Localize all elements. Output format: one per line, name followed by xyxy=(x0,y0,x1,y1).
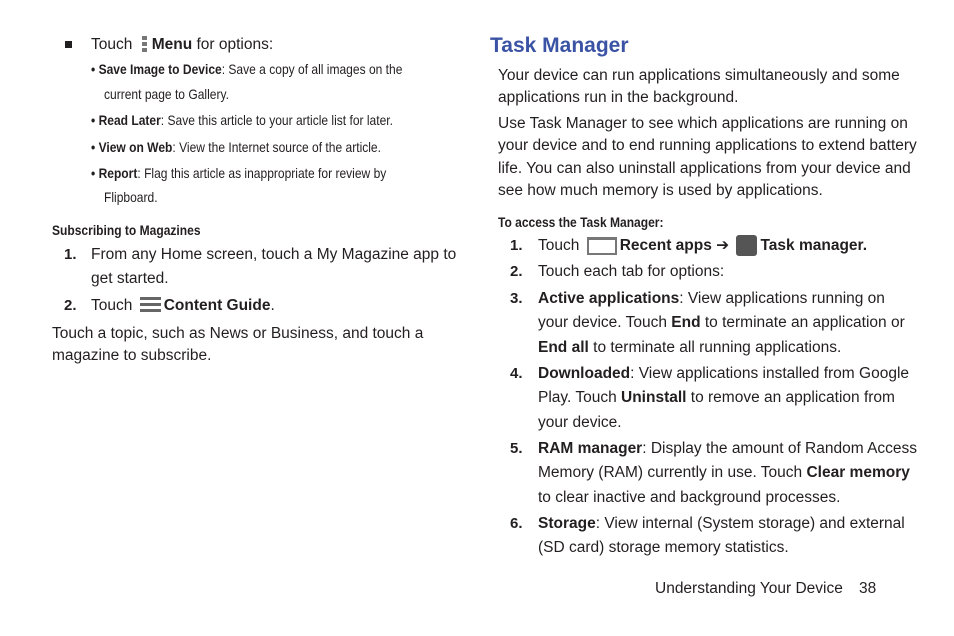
r-step-4-line1: Downloaded: View applications installed from Google xyxy=(538,365,910,382)
page-title: Task Manager xyxy=(490,34,629,57)
bullet-view-on-web: • View on Web: View the Internet source of the article. xyxy=(91,139,381,155)
r-step-6-line1: Storage: View internal (System storage) and external xyxy=(538,515,905,532)
list-icon xyxy=(140,297,161,315)
menu-icon xyxy=(142,36,147,54)
r-step-3-line1: Active applications: View applications running on xyxy=(538,290,885,307)
bullet-report: • Report: Flag this article as inappropriate for review by xyxy=(91,165,387,181)
r-step-5-line3: to clear inactive and background processes. xyxy=(538,489,841,506)
r-step-3-line3: End all to terminate all running applications. xyxy=(538,339,842,356)
para2-line2: your device and to end running applications to extend battery xyxy=(498,137,917,154)
r-step-6-line2: (SD card) storage memory statistics. xyxy=(538,539,789,556)
step-2-number: 2. xyxy=(64,297,77,314)
r-step-1-number: 1. xyxy=(510,237,523,254)
task-manager-icon xyxy=(736,235,757,256)
r-step-4-line3: your device. xyxy=(538,414,622,431)
para2-line4: see how much memory is used by applications. xyxy=(498,182,823,199)
recent-apps-icon xyxy=(587,237,617,255)
step-1-text-cont: get started. xyxy=(91,270,169,287)
bullet-save-image: • Save Image to Device: Save a copy of all images on the xyxy=(91,61,403,77)
r-step-6-number: 6. xyxy=(510,515,523,532)
bullet-square xyxy=(65,41,72,48)
r-step-1-text: Touch Recent apps ➔ Task manager. xyxy=(538,235,867,257)
para1-line1: Your device can run applications simultaneously and some xyxy=(498,67,900,84)
footer-section: Understanding Your Device xyxy=(655,580,843,597)
para2-line1: Use Task Manager to see which applications are running on xyxy=(498,115,908,132)
r-step-5-number: 5. xyxy=(510,440,523,457)
para1-line2: applications run in the background. xyxy=(498,89,739,106)
r-step-5-line2: Memory (RAM) currently in use. Touch Clear memory xyxy=(538,464,910,481)
bullet-save-image-cont: current page to Gallery. xyxy=(104,86,229,102)
r-step-4-line2: Play. Touch Uninstall to remove an application from xyxy=(538,389,895,406)
r-step-2-text: Touch each tab for options: xyxy=(538,263,725,280)
closing-text-cont: magazine to subscribe. xyxy=(52,347,212,364)
r-step-5-line1: RAM manager: Display the amount of Random Access xyxy=(538,440,918,457)
r-step-2-number: 2. xyxy=(510,263,523,280)
bullet-read-later: • Read Later: Save this article to your article list for later. xyxy=(91,112,393,128)
para2-line3: life. You can also uninstall applications from your device and xyxy=(498,160,911,177)
access-heading: To access the Task Manager: xyxy=(498,214,664,230)
closing-text: Touch a topic, such as News or Business, and touch a xyxy=(52,325,424,342)
r-step-3-number: 3. xyxy=(510,290,523,307)
footer-page-number: 38 xyxy=(859,580,877,597)
subheading-magazines: Subscribing to Magazines xyxy=(52,222,201,238)
step-2-text: Touch Content Guide. xyxy=(91,297,275,314)
r-step-3-line2: your device. Touch End to terminate an application or xyxy=(538,314,905,331)
r-step-4-number: 4. xyxy=(510,365,523,382)
step-1-text: From any Home screen, touch a My Magazine app to xyxy=(91,246,457,263)
bullet-report-cont: Flipboard. xyxy=(104,189,158,205)
step-1-number: 1. xyxy=(64,246,77,263)
touch-menu-line: Touch Menu for options: xyxy=(91,36,274,53)
